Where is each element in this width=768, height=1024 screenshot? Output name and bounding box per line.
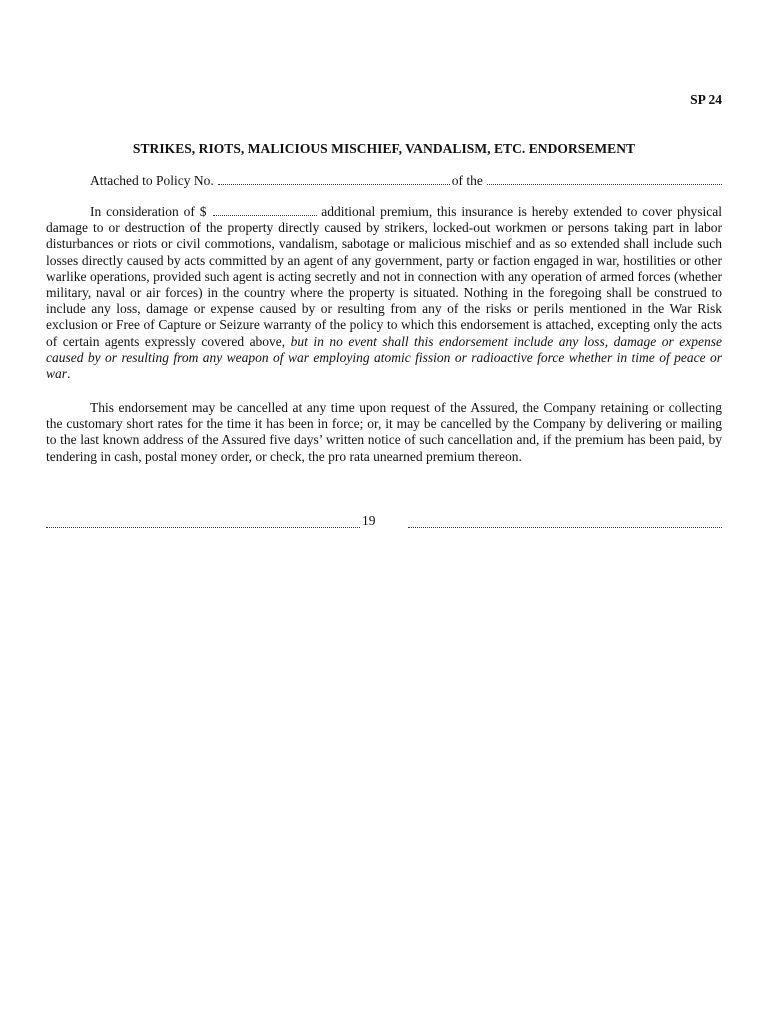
company-name-blank[interactable]	[487, 172, 722, 185]
consideration-text: additional premium, this insurance is hereby extended to cover physical damage to or destruction of the property directly caused by strikers, locked-out workmen or persons taking part in labor disturbances or riots or civil commotions, vandalism, sabotage or malicious mischief and as so extended shall include such losses directly caused by acts committed by an agent of any government, party or faction engaged in war, hostilities or other warlike operations, provided such agent is acting secretly and not in connection with any operation of armed forces (whether military, naval or air forces) in the country where the property is situated. Nothing in the foregoing shall be construed to include any loss, damage or expense caused by or resulting from any of the risks or perils mentioned in the War Risk exclusion or Free of Capture or Seizure warranty of the policy to which this endorsement is attached, excepting only the acts of certain agents expressly covered above,	[46, 204, 722, 349]
date-blank[interactable]	[46, 515, 360, 528]
consideration-lead: In consideration of $	[90, 204, 207, 219]
signature-row	[46, 513, 722, 533]
atomic-exclusion-text: but in no event shall this endorsement include any loss, damage or expense caused by or resulting from any weapon of war employing atomic fission or radioactive force whether in time of peace or war	[46, 333, 722, 382]
premium-amount-blank[interactable]	[213, 204, 317, 216]
policy-number-blank[interactable]	[218, 172, 450, 185]
of-the-label: of the	[451, 173, 483, 188]
consideration-paragraph	[46, 204, 722, 382]
cancellation-paragraph	[46, 400, 722, 465]
signature-blank[interactable]	[408, 515, 722, 528]
document-title: STRIKES, RIOTS, MALICIOUS MISCHIEF, VANDALISM, ETC. ENDORSEMENT	[132, 141, 636, 156]
form-code: SP 24	[690, 92, 722, 107]
attached-to-policy-label: Attached to Policy No.	[90, 173, 214, 188]
cancellation-text: This endorsement may be cancelled at any time upon request of the Assured, the Company retaining or collecting the customary short rates for the time it has been in force; or, it may be cancelled by the Company by delivering or mailing to the last known address of the Assured five days’ written notice of such cancellation and, if the premium has been paid, by tendering in cash, postal money order, or check, the pro rata unearned premium thereon.	[46, 400, 722, 464]
policy-attachment-line	[90, 172, 722, 189]
year-label: 19	[362, 513, 376, 528]
consideration-end: .	[67, 366, 71, 382]
